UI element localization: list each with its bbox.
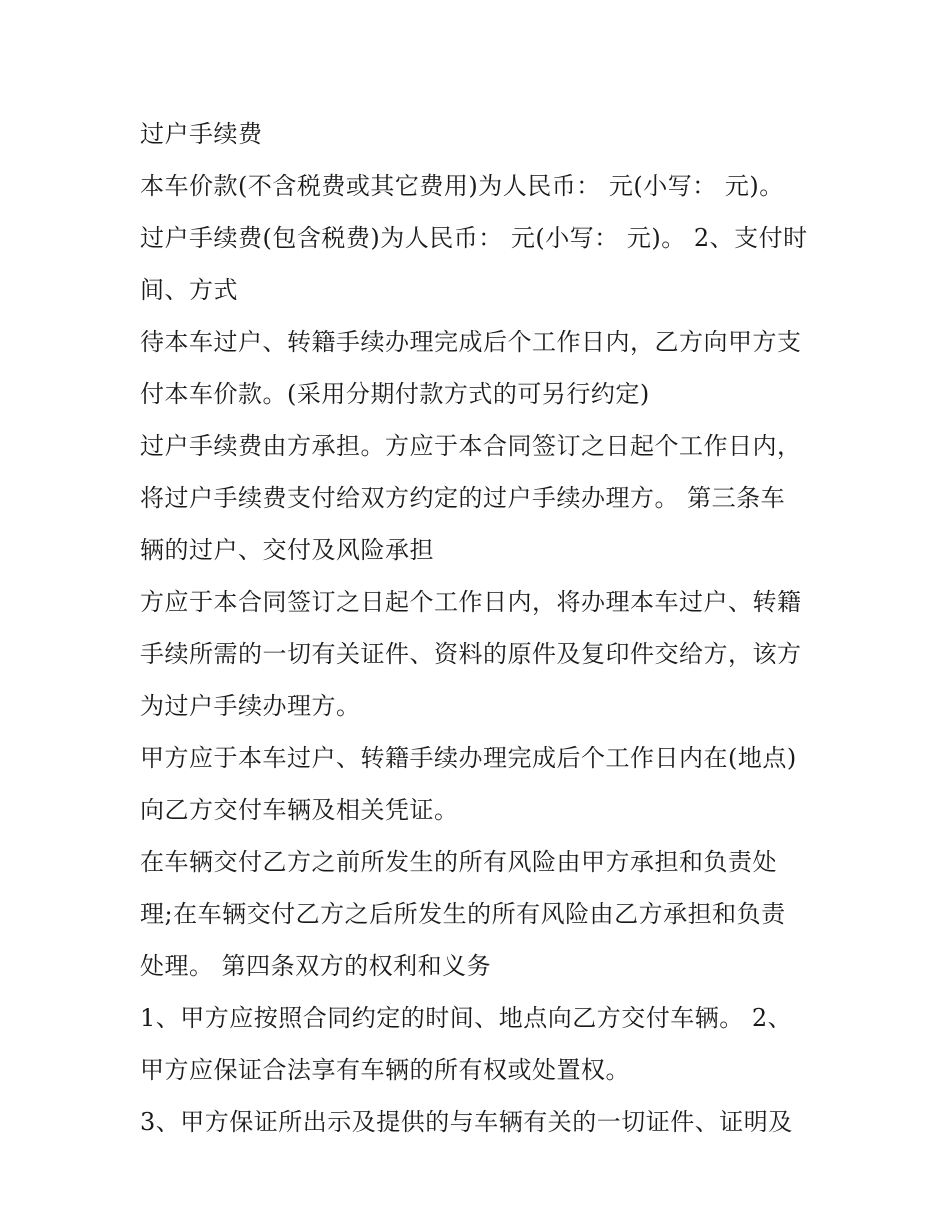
text-line-4: 间、方式 (140, 276, 238, 304)
text-line-3: 过户手续费(包含税费)为人民币： 元(小写： 元)。 2、支付时 (140, 224, 808, 252)
text-line-10: 方应于本合同签订之日起个工作日内，将办理本车过户、转籍 (140, 588, 802, 616)
text-line-19: 甲方应保证合法享有车辆的所有权或处置权。 (140, 1056, 630, 1084)
text-line-13: 甲方应于本车过户、转籍手续办理完成后个工作日内在(地点) (140, 744, 797, 772)
text-line-17: 处理。 第四条双方的权利和义务 (140, 952, 492, 980)
text-line-18: 1、甲方应按照合同约定的时间、地点向乙方交付车辆。 2、 (140, 1004, 793, 1032)
text-line-14: 向乙方交付车辆及相关凭证。 (140, 796, 459, 824)
text-line-11: 手续所需的一切有关证件、资料的原件及复印件交给方，该方 (140, 640, 802, 668)
text-line-2: 本车价款(不含税费或其它费用)为人民币： 元(小写： 元)。 (140, 172, 784, 200)
text-line-12: 为过户手续办理方。 (140, 692, 361, 720)
text-line-5: 待本车过户、转籍手续办理完成后个工作日内，乙方向甲方支 (140, 328, 802, 356)
text-line-15: 在车辆交付乙方之前所发生的所有风险由甲方承担和负责处 (140, 848, 777, 876)
document-page (140, 108, 820, 1148)
text-line-9: 辆的过户、交付及风险承担 (140, 536, 434, 564)
text-line-6: 付本车价款。(采用分期付款方式的可另行约定) (140, 380, 650, 408)
text-line-7: 过户手续费由方承担。方应于本合同签订之日起个工作日内， (140, 432, 802, 460)
text-line-8: 将过户手续费支付给双方约定的过户手续办理方。 第三条车 (140, 484, 786, 512)
text-line-16: 理;在车辆交付乙方之后所发生的所有风险由乙方承担和负责 (140, 900, 786, 928)
text-line-1: 过户手续费 (140, 120, 263, 148)
text-line-20: 3、甲方保证所出示及提供的与车辆有关的一切证件、证明及 (140, 1108, 793, 1136)
